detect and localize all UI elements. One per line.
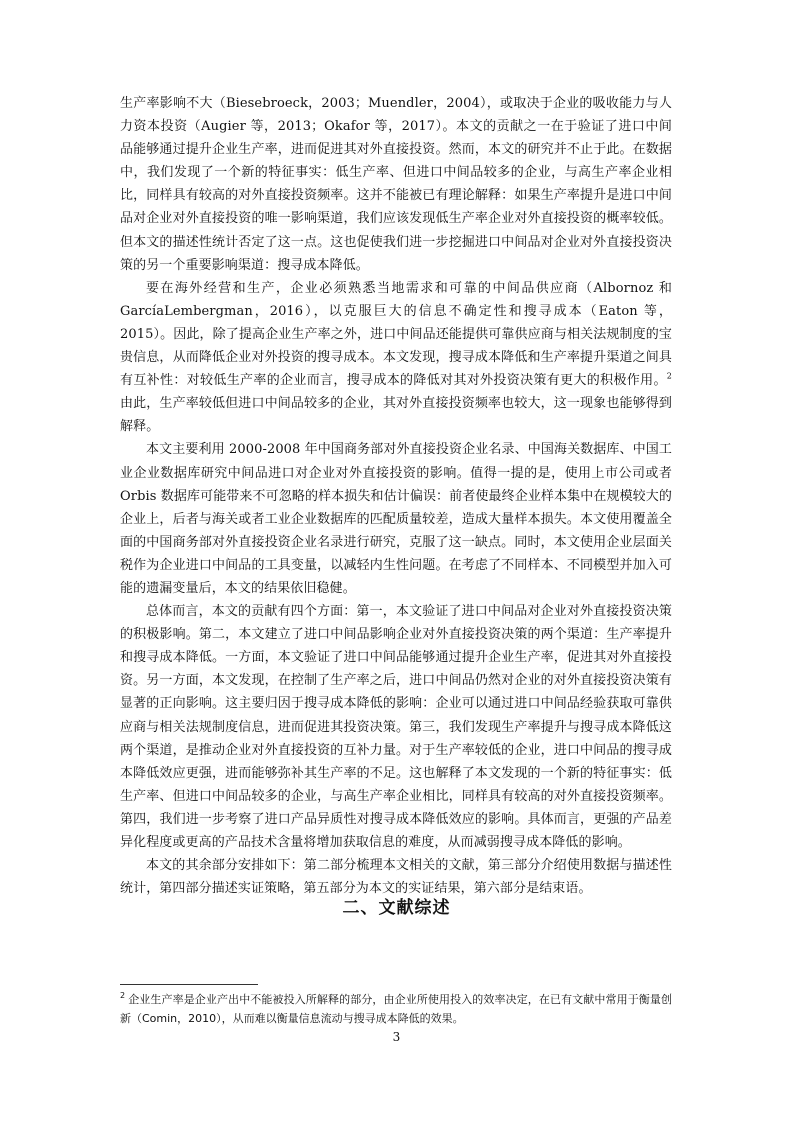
footnote-number: 2 (120, 991, 126, 1001)
page-number: 3 (392, 1030, 401, 1044)
paragraph-search-cost (120, 277, 672, 439)
paragraph-search-cost-text: 要在海外经营和生产，企业必须熟悉当地需求和可靠的中间品供应商（Albornoz 和 GarcíaLembergman，2016），以克服巨大的信息不确定性和搜寻成本（Eaton 等，2015）。因此，除了提高企业生产率之外，进口中间品还能提供可靠供应商与相关法规制度的宝贵信息，从而降低企业对外投资的搜寻成本。本文发现，搜寻成本降低和生产率提升渠道之间具有互补性：对较低生产率的企业而言，搜寻成本的降低对其对外投资决策有更大的积极作用。 (120, 280, 672, 389)
paragraph-search-cost-tail: 由此，生产率较低但进口中间品较多的企业，其对外直接投资频率也较大，这一现象也能够得到解释。 (120, 396, 672, 435)
footnote-text: 企业生产率是企业产出中不能被投入所解释的部分，由企业所使用投入的效率决定，在已有文献中常用于衡量创新（Comin，2010），从而难以衡量信息流动与搜寻成本降低的效果。 (120, 993, 672, 1025)
paragraph-continuation: 生产率影响不大（Biesebroeck，2003；Muendler，2004），或取决于企业的吸收能力与人力资本投资（Augier 等，2013；Okafor 等，2017）。本文的贡献之一在于验证了进口中间品能够通过提升企业生产率，进而促进其对外直接投资。然而，本文的研究并不止于此。在数据中，我们发现了一个新的特征事实：低生产率、但进口中间品较多的企业，与高生产率企业相比，同样具有较高的对外直接投资频率。这并不能被已有理论解释：如果生产率提升是进口中间品对企业对外直接投资的唯一影响渠道，我们应该发现低生产率企业对外直接投资的概率较低。但本文的描述性统计否定了这一点。这也促使我们进一步挖掘进口中间品对企业对外直接投资决策的另一个重要影响渠道：搜寻成本降低。 (120, 96, 672, 273)
footnote-divider (120, 984, 258, 985)
footnote-reference[interactable]: 2 (666, 371, 672, 381)
body-text (120, 92, 672, 900)
section-heading: 二、文献综述 (342, 898, 451, 918)
paragraph-data-sources: 本文主要利用 2000-2008 年中国商务部对外直接投资企业名录、中国海关数据库、中国工业企业数据库研究中间品进口对企业对外直接投资的影响。值得一提的是，使用上市公司或者 Orbis 数据库可能带来不可忽略的样本损失和估计偏误：前者使最终企业样本集中在规模较大的企业上，后者与海关或者工业企业数据库的匹配质量较差，造成大量样本损失。本文使用覆盖全面的中国商务部对外直接投资企业名录进行研究，克服了这一缺点。同时，本文使用企业层面关税作为企业进口中间品的工具变量，以减轻内生性问题。在考虑了不同样本、不同模型并加入可能的遗漏变量后，本文的结果依旧稳健。 (120, 442, 672, 596)
footnote (120, 990, 672, 1028)
paragraph-structure: 本文的其余部分安排如下：第二部分梳理本文相关的文献，第三部分介绍使用数据与描述性统计，第四部分描述实证策略，第五部分为本文的实证结果，第六部分是结束语。 (120, 858, 672, 897)
paragraph-contributions: 总体而言，本文的贡献有四个方面：第一，本文验证了进口中间品对企业对外直接投资决策的积极影响。第二，本文建立了进口中间品影响企业对外直接投资决策的两个渠道：生产率提升和搜寻成本降低。一方面，本文验证了进口中间品能够通过提升企业生产率，促进其对外直接投资。另一方面，本文发现，在控制了生产率之后，进口中间品仍然对企业的对外直接投资决策有显著的正向影响。这主要归因于搜寻成本降低的影响：企业可以通过进口中间品经验获取可靠供应商与相关法规制度信息，进而促进其投资决策。第三，我们发现生产率提升与搜寻成本降低这两个渠道，是推动企业对外直接投资的互补力量。对于生产率较低的企业，进口中间品的搜寻成本降低效应更强，进而能够弥补其生产率的不足。这也解释了本文发现的一个新的特征事实：低生产率、但进口中间品较多的企业，与高生产率企业相比，同样具有较高的对外直接投资频率。第四，我们进一步考察了进口产品异质性对搜寻成本降低效应的影响。具体而言，更强的产品差异化程度或更高的产品技术含量将增加获取信息的难度，从而减弱搜寻成本降低的影响。 (120, 604, 672, 850)
